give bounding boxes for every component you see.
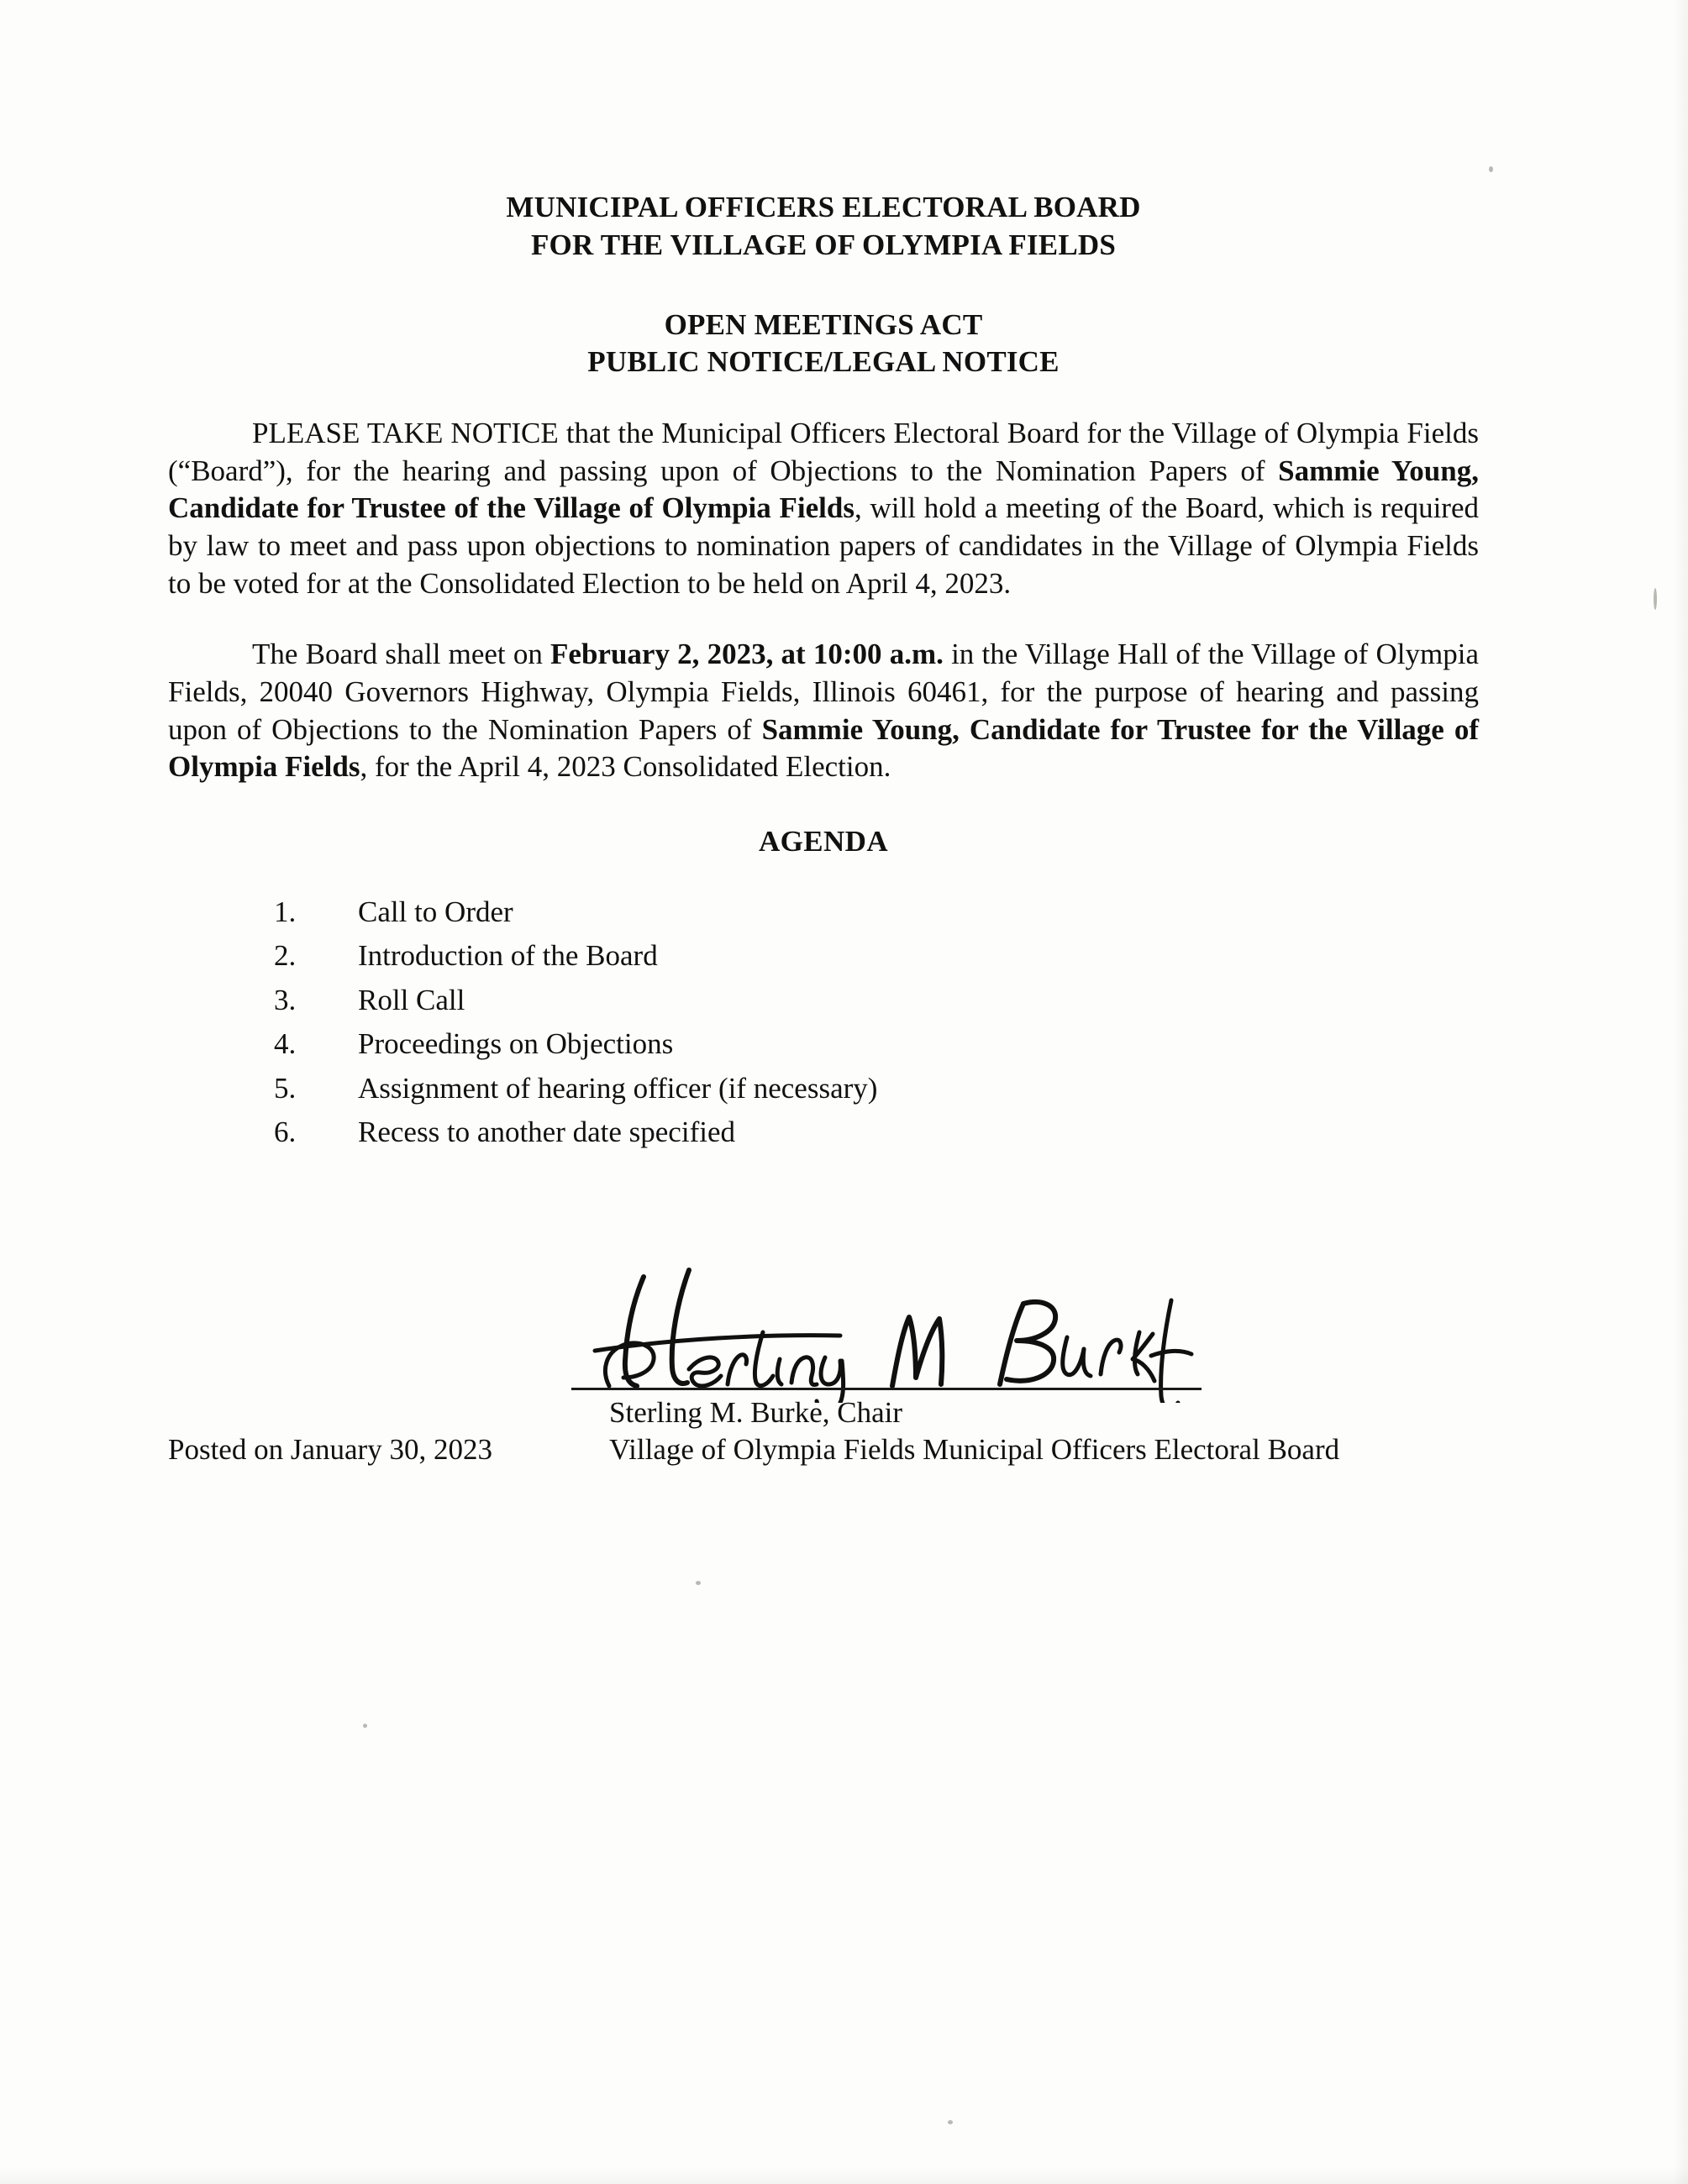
document-body [168, 189, 1479, 1155]
scan-edge-shadow-right [1673, 0, 1688, 2184]
paragraph-1-segment-1: PLEASE TAKE NOTICE that the Municipal Officers Electoral Board for the Village of Olympia Fields (“Board”), for the hearing and passing upon of Objections to the Nomination Papers of [168, 417, 1479, 487]
document-subtitle [168, 307, 1479, 382]
agenda-item-number: 1. [274, 895, 297, 928]
scan-edge-shadow-bottom [0, 2167, 1688, 2184]
scan-speck [363, 1724, 367, 1728]
scan-speck [1489, 166, 1493, 172]
notice-paragraph-1 [168, 415, 1479, 602]
document-subtitle-line-2: PUBLIC NOTICE/LEGAL NOTICE [587, 345, 1060, 379]
scan-speck [696, 1581, 701, 1585]
notice-paragraph-2 [168, 636, 1479, 786]
signatory-organization: Village of Olympia Fields Municipal Officers Electoral Board [609, 1433, 1340, 1466]
document-title [168, 189, 1479, 265]
agenda-item-label: Proceedings on Objections [358, 1027, 674, 1061]
agenda-item-label: Recess to another date specified [358, 1116, 735, 1149]
scan-speck [1654, 588, 1657, 610]
document-title-line-1: MUNICIPAL OFFICERS ELECTORAL BOARD [506, 191, 1141, 223]
paragraph-2-segment-5: , for the April 4, 2023 Consolidated Election. [360, 750, 891, 784]
agenda-heading: AGENDA [758, 824, 889, 858]
document-subtitle-line-1: OPEN MEETINGS ACT [664, 307, 983, 341]
agenda-item-number: 2. [274, 939, 297, 973]
posted-date: Posted on January 30, 2023 [168, 1433, 492, 1466]
spacer [168, 381, 1479, 415]
agenda-item [168, 890, 1479, 935]
handwritten-signature-icon [563, 1252, 1235, 1403]
spacer [168, 602, 1479, 636]
paragraph-1-candidate-bold: Sammie Young, Candidate for Trustee of the Village of Olympia Fields [168, 454, 1479, 525]
agenda-item-number: 4. [274, 1027, 297, 1061]
paragraph-1-segment-3: , will hold a meeting of the Board, which is required by law to meet and pass upon objections to nomination papers of candidates in the Village of Olympia Fields to be voted for at the Consolidated Election to be held on April 4, 2023. [168, 491, 1479, 600]
agenda-item-number: 5. [274, 1071, 297, 1105]
agenda-item [168, 934, 1479, 979]
agenda-item-label: Introduction of the Board [358, 939, 658, 973]
agenda-item-number: 6. [274, 1116, 297, 1149]
paragraph-2-segment-3: in the Village Hall of the Village of Olympia Fields, 20040 Governors Highway, Olympia Fields, Illinois 60461, for the purpose of hearing and passing upon of Objections to the Nomination Papers of [168, 638, 1479, 746]
paragraph-2-datetime-bold: February 2, 2023, at 10:00 a.m. [550, 638, 944, 671]
agenda-item-label: Roll Call [358, 983, 465, 1016]
agenda-item [168, 979, 1479, 1023]
signature-rule [571, 1388, 1202, 1390]
document-title-line-2: FOR THE VILLAGE OF OLYMPIA FIELDS [530, 228, 1117, 261]
agenda-item-label: Call to Order [358, 895, 513, 928]
agenda-item [168, 1067, 1479, 1111]
agenda-list [168, 890, 1479, 1155]
agenda-item-label: Assignment of hearing officer (if necessary) [358, 1071, 878, 1105]
scan-speck [948, 2120, 953, 2124]
paragraph-2-segment-1: The Board shall meet on [252, 638, 551, 671]
agenda-item [168, 1110, 1479, 1155]
signature-block [168, 1252, 1479, 1466]
agenda-item-number: 3. [274, 983, 297, 1016]
paragraph-2-candidate-bold: Sammie Young, Candidate for Trustee for the Village of Olympia Fields [168, 712, 1480, 784]
signatory-name: Sterling M. Burke, Chair [609, 1396, 902, 1429]
agenda-item [168, 1022, 1479, 1067]
